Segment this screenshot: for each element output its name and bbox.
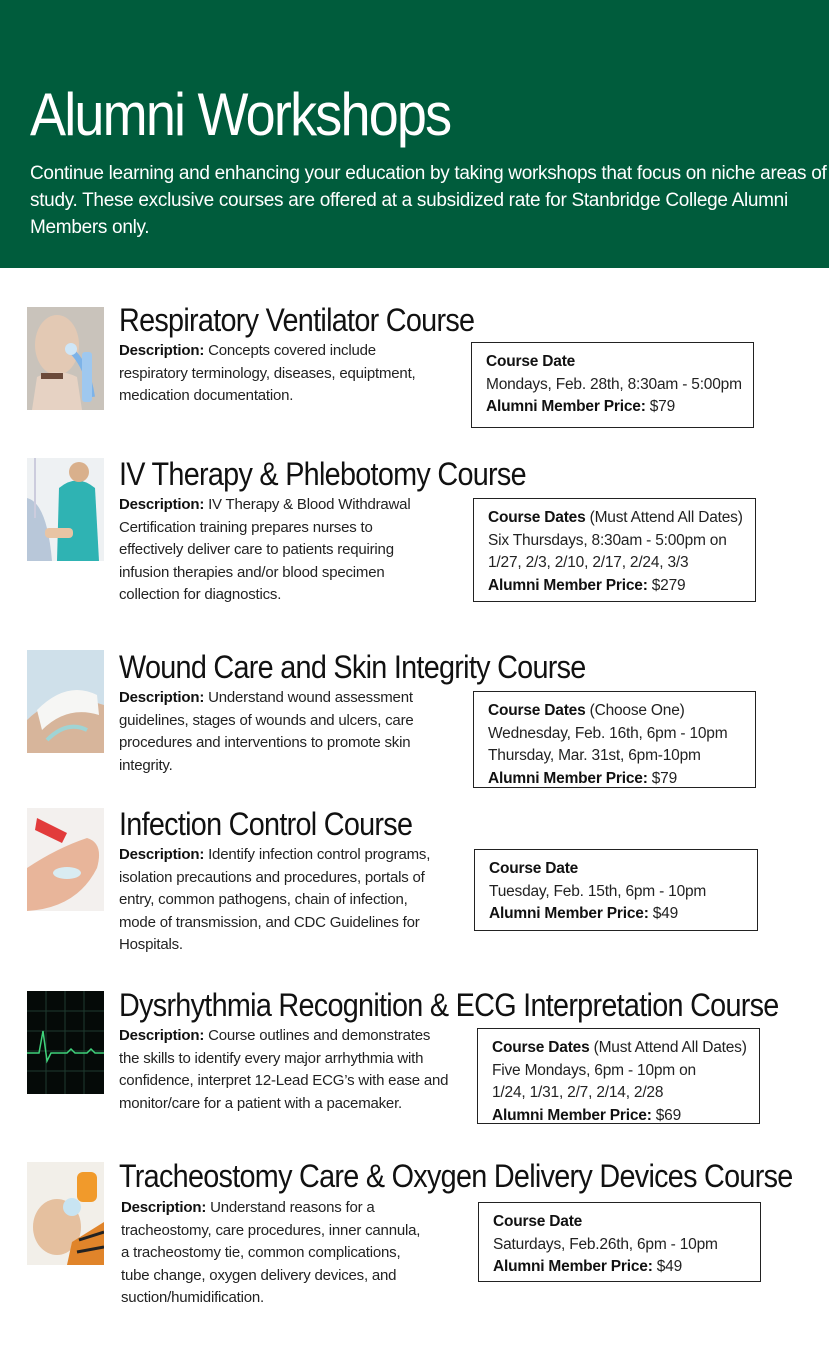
course-description: Description: Understand reasons for a tracheostomy, care procedures, inner cannula, a tracheostomy tie, common complications, tube change, oxygen delivery devices, and suction/humidification. — [121, 1199, 421, 1306]
course-description: Description: IV Therapy & Blood Withdrawal Certification training prepares nurses to effectively deliver care to patients requiring infusion therapies and/or blood specimen collection for diagnostics. — [119, 496, 411, 603]
course-tracheostomy — [0, 1158, 829, 1318]
date-line: 1/27, 2/3, 2/10, 2/17, 2/24, 3/3 — [488, 554, 689, 571]
course-description: Description: Understand wound assessment guidelines, stages of wounds and ulcers, care procedures and interventions to promote skin integrity. — [119, 689, 414, 774]
date-line: Thursday, Mar. 31st, 6pm-10pm — [488, 747, 701, 764]
intro-text: Continue learning and enhancing your education by taking workshops that focus on niche areas of study. These exclusive courses are offered at a subsidized rate for Stanbridge College Alumni Members only. — [30, 163, 827, 238]
price: $49 — [652, 1258, 683, 1275]
course-wound-care — [0, 649, 829, 789]
course-description: Description: Identify infection control programs, isolation precautions and procedures, portals of entry, common pathogens, chain of infection, mode of transmission, and CDC Guidelines for Hospitals. — [119, 846, 431, 953]
price: $279 — [647, 576, 686, 594]
ecg-waveform-image — [27, 991, 104, 1094]
course-info-box: Course Date Tuesday, Feb. 15th, 6pm - 10pm Alumni Member Price: $49 — [474, 849, 758, 931]
course-infection-control — [0, 806, 829, 956]
course-respiratory — [0, 302, 829, 432]
hand-sanitizer-image — [27, 808, 104, 911]
course-title: Respiratory Ventilator Course — [119, 302, 475, 338]
course-title: Infection Control Course — [119, 806, 413, 842]
course-title: Wound Care and Skin Integrity Course — [119, 649, 586, 685]
course-iv-therapy — [0, 456, 829, 606]
wound-bandage-image — [27, 650, 104, 753]
date-line: Wednesday, Feb. 16th, 6pm - 10pm — [488, 724, 728, 742]
course-title: Dysrhythmia Recognition & ECG Interpretation Course — [119, 987, 779, 1023]
course-description: Description: Concepts covered include respiratory terminology, diseases, equiptment, medication documentation. — [119, 342, 416, 404]
date-line: Saturdays, Feb.26th, 6pm - 10pm — [493, 1235, 718, 1253]
course-info-box: Course Date Mondays, Feb. 28th, 8:30am - 5:00pm Alumni Member Price: $79 — [471, 342, 754, 428]
date-line: Mondays, Feb. 28th, 8:30am - 5:00pm — [486, 375, 742, 393]
price: $79 — [647, 769, 678, 787]
page-header — [0, 0, 829, 268]
course-info-box: Course Dates (Must Attend All Dates) Six Thursdays, 8:30am - 5:00pm on 1/27, 2/3, 2/10, 2/17, 2/24, 3/3 Alumni Member Price: $279 — [473, 498, 756, 602]
course-title: Tracheostomy Care & Oxygen Delivery Devices Course — [119, 1158, 793, 1194]
course-info-box: Course Date Saturdays, Feb.26th, 6pm - 10pm Alumni Member Price: $49 — [478, 1202, 761, 1282]
course-info-box: Course Dates (Must Attend All Dates) Five Mondays, 6pm - 10pm on 1/24, 1/31, 2/7, 2/14, 2/28 Alumni Member Price: $69 — [477, 1028, 760, 1124]
price: $49 — [648, 905, 679, 922]
page-title: Alumni Workshops — [30, 81, 451, 148]
date-line: Five Mondays, 6pm - 10pm on — [492, 1061, 696, 1079]
price: $79 — [645, 398, 676, 415]
course-info-box: Course Dates (Choose One) Wednesday, Feb. 16th, 6pm - 10pm Thursday, Mar. 31st, 6pm-10pm Alumni Member Price: $79 — [473, 691, 756, 788]
course-dysrhythmia — [0, 987, 829, 1132]
course-description: Description: Course outlines and demonstrates the skills to identify every major arrhythmia with confidence, interpret 12-Lead ECG’s with ease and monitor/care for a patient with a pacemaker. — [119, 1027, 449, 1112]
infant-oxygen-mask-image — [27, 1162, 104, 1265]
date-line: 1/24, 1/31, 2/7, 2/14, 2/28 — [492, 1084, 664, 1101]
iv-therapy-image — [27, 458, 104, 561]
date-line: Six Thursdays, 8:30am - 5:00pm on — [488, 531, 727, 549]
course-title: IV Therapy & Phlebotomy Course — [119, 456, 526, 492]
ventilator-patient-image — [27, 307, 104, 410]
price: $69 — [651, 1106, 682, 1124]
date-line: Tuesday, Feb. 15th, 6pm - 10pm — [489, 882, 707, 900]
